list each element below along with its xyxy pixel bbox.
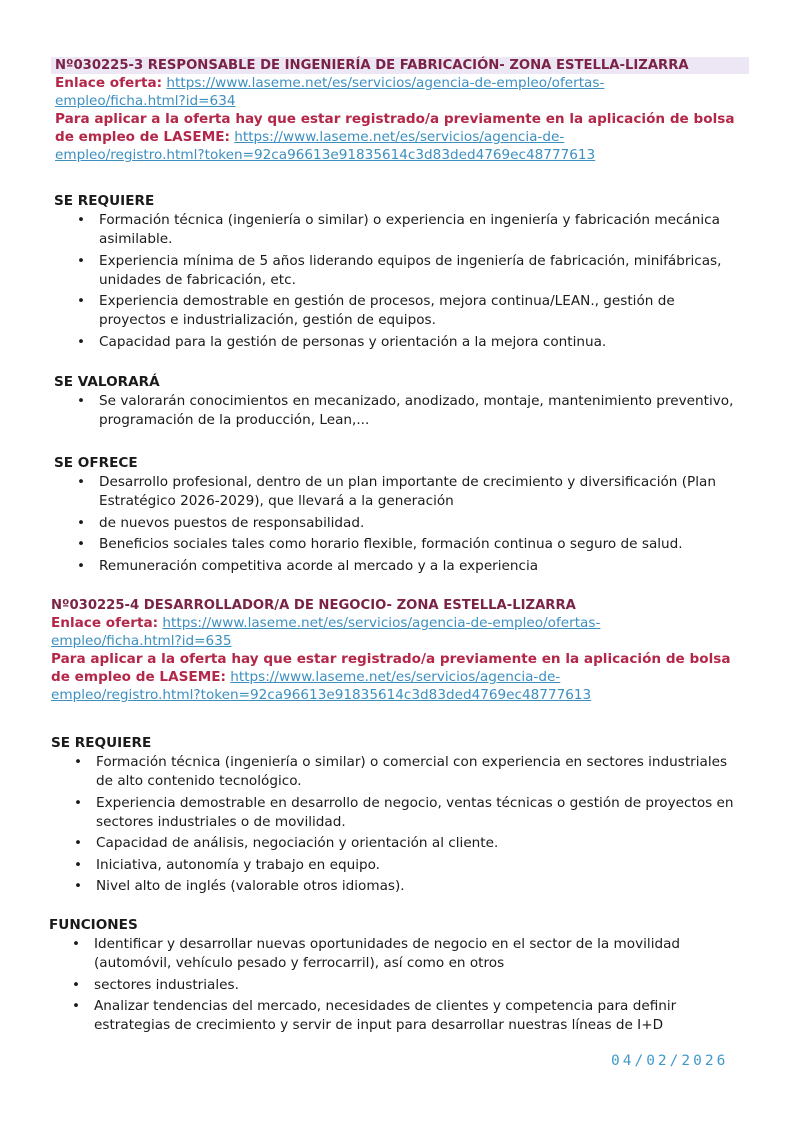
- offer-2-register-link-cont[interactable]: empleo/registro.html?token=92ca96613e91835614c3d83ded4769ec48777613: [51, 687, 592, 703]
- list-item: • Nivel alto de inglés (valorable otros idiomas).: [74, 878, 405, 894]
- offer-1-register-link-cont[interactable]: empleo/registro.html?token=92ca96613e91835614c3d83ded4769ec48777613: [55, 147, 596, 163]
- offer-2-apply-text: Para aplicar a la oferta hay que estar registrado/a previamente en la aplicación de bolsa: [51, 651, 731, 667]
- bullet-icon: •: [74, 878, 83, 894]
- section-title: SE REQUIERE: [51, 735, 152, 751]
- offer-2-link-label: Enlace oferta:: [51, 615, 159, 631]
- bullet-icon: •: [74, 754, 83, 770]
- section-title: SE VALORARÁ: [54, 374, 160, 390]
- list-item: • Capacidad de análisis, negociación y orientación al cliente.: [74, 835, 499, 851]
- offer-1-link-cont[interactable]: empleo/ficha.html?id=634: [55, 93, 236, 109]
- bullet-icon: •: [77, 536, 86, 552]
- offer-2: [0, 597, 800, 704]
- list-item: • Beneficios sociales tales como horario flexible, formación continua o seguro de salud.: [77, 536, 683, 552]
- offer-2-link[interactable]: https://www.laseme.net/es/servicios/agencia-de-empleo/ofertas-: [162, 615, 601, 631]
- offer-1-link-label: Enlace oferta:: [55, 75, 163, 91]
- bullet-icon: •: [72, 998, 81, 1014]
- offer-2-register-link[interactable]: https://www.laseme.net/es/servicios/agencia-de-: [230, 669, 561, 685]
- bullet-icon: •: [77, 474, 86, 490]
- section-title: FUNCIONES: [49, 917, 138, 933]
- bullet-icon: •: [74, 794, 83, 811]
- list-item: • Experiencia mínima de 5 años liderando equipos de ingeniería de fabricación, minifábricas, unidades de fabricación, etc.: [77, 252, 722, 288]
- list-item: • Iniciativa, autonomía y trabajo en equipo.: [74, 856, 381, 873]
- document-date: 04/02/2026: [611, 1053, 729, 1069]
- bullet-icon: •: [77, 212, 86, 228]
- list-item: • Experiencia demostrable en desarrollo de negocio, ventas técnicas o gestión de proyectos en sectores industriales o de movilidad.: [74, 794, 734, 830]
- section-title: SE OFRECE: [54, 455, 138, 471]
- list-item: • Se valorarán conocimientos en mecanizado, anodizado, montaje, mantenimiento preventivo, programación de la producción, Lean,...: [77, 393, 734, 428]
- offer-1-apply-text: Para aplicar a la oferta hay que estar registrado/a previamente en la aplicación de bolsa: [55, 111, 735, 127]
- list-item: • Formación técnica (ingeniería o similar) o comercial con experiencia en sectores industriales de alto contenido tecnológico.: [74, 754, 728, 789]
- bullet-icon: •: [74, 835, 83, 851]
- bullet-icon: •: [77, 557, 86, 574]
- offer-1-apply-text-2: de empleo de LASEME:: [55, 129, 230, 145]
- list-item: • sectores industriales.: [72, 976, 239, 993]
- bullet-icon: •: [72, 936, 81, 952]
- list-item: • Analizar tendencias del mercado, necesidades de clientes y competencia para definir estrategias de crecimiento y servir de input para desarrollar nuestras líneas de I+D: [72, 998, 677, 1033]
- offer-1-register-link[interactable]: https://www.laseme.net/es/servicios/agencia-de-: [234, 129, 565, 145]
- offer-1-valued: [54, 374, 774, 433]
- offer-2-link-cont[interactable]: empleo/ficha.html?id=635: [51, 633, 232, 649]
- offer-1-offers: [54, 455, 774, 578]
- bullet-icon: •: [74, 856, 83, 873]
- offer-2-link-line: [47, 614, 800, 632]
- list-item: • de nuevos puestos de responsabilidad.: [77, 514, 365, 531]
- list-item: • Experiencia demostrable en gestión de procesos, mejora continua/LEAN., gestión de proyectos e industrialización, gestión de equipos.: [77, 293, 675, 328]
- list-item: • Remuneración competitiva acorde al mercado y a la experiencia: [77, 557, 539, 574]
- offer-2-requirements: [51, 735, 771, 899]
- bullet-icon: •: [72, 976, 81, 993]
- offer-2-title: Nº030225-4 DESARROLLADOR/A DE NEGOCIO- ZONA ESTELLA-LIZARRA: [51, 598, 576, 613]
- list-item: • Identificar y desarrollar nuevas oportunidades de negocio en el sector de la movilidad (automóvil, vehículo pesado y ferrocarril), así como en otros: [72, 936, 681, 971]
- offer-2-apply-text-2: de empleo de LASEME:: [51, 669, 226, 685]
- offer-1: [0, 57, 800, 164]
- offer-1-link[interactable]: https://www.laseme.net/es/servicios/agencia-de-empleo/ofertas-: [166, 75, 605, 91]
- offer-1-requirements: [54, 193, 774, 354]
- bullet-icon: •: [77, 333, 86, 350]
- bullet-icon: •: [77, 393, 86, 409]
- list-item: • Desarrollo profesional, dentro de un plan importante de crecimiento y diversificación (Plan Estratégico 2026-2029), que llevará a la generación: [77, 474, 716, 509]
- list-item: • Formación técnica (ingeniería o similar) o experiencia en ingeniería y fabricación mecánica asimilable.: [77, 212, 720, 247]
- bullet-icon: •: [77, 293, 86, 309]
- list-item: • Capacidad para la gestión de personas y orientación a la mejora continua.: [77, 333, 607, 350]
- offer-1-link-line: [51, 74, 800, 92]
- offer-2-functions: [49, 917, 769, 1038]
- offer-1-title: Nº030225-3 RESPONSABLE DE INGENIERÍA DE FABRICACIÓN- ZONA ESTELLA-LIZARRA: [51, 57, 749, 74]
- bullet-icon: •: [77, 514, 86, 531]
- section-title: SE REQUIERE: [54, 193, 155, 209]
- bullet-icon: •: [77, 252, 86, 269]
